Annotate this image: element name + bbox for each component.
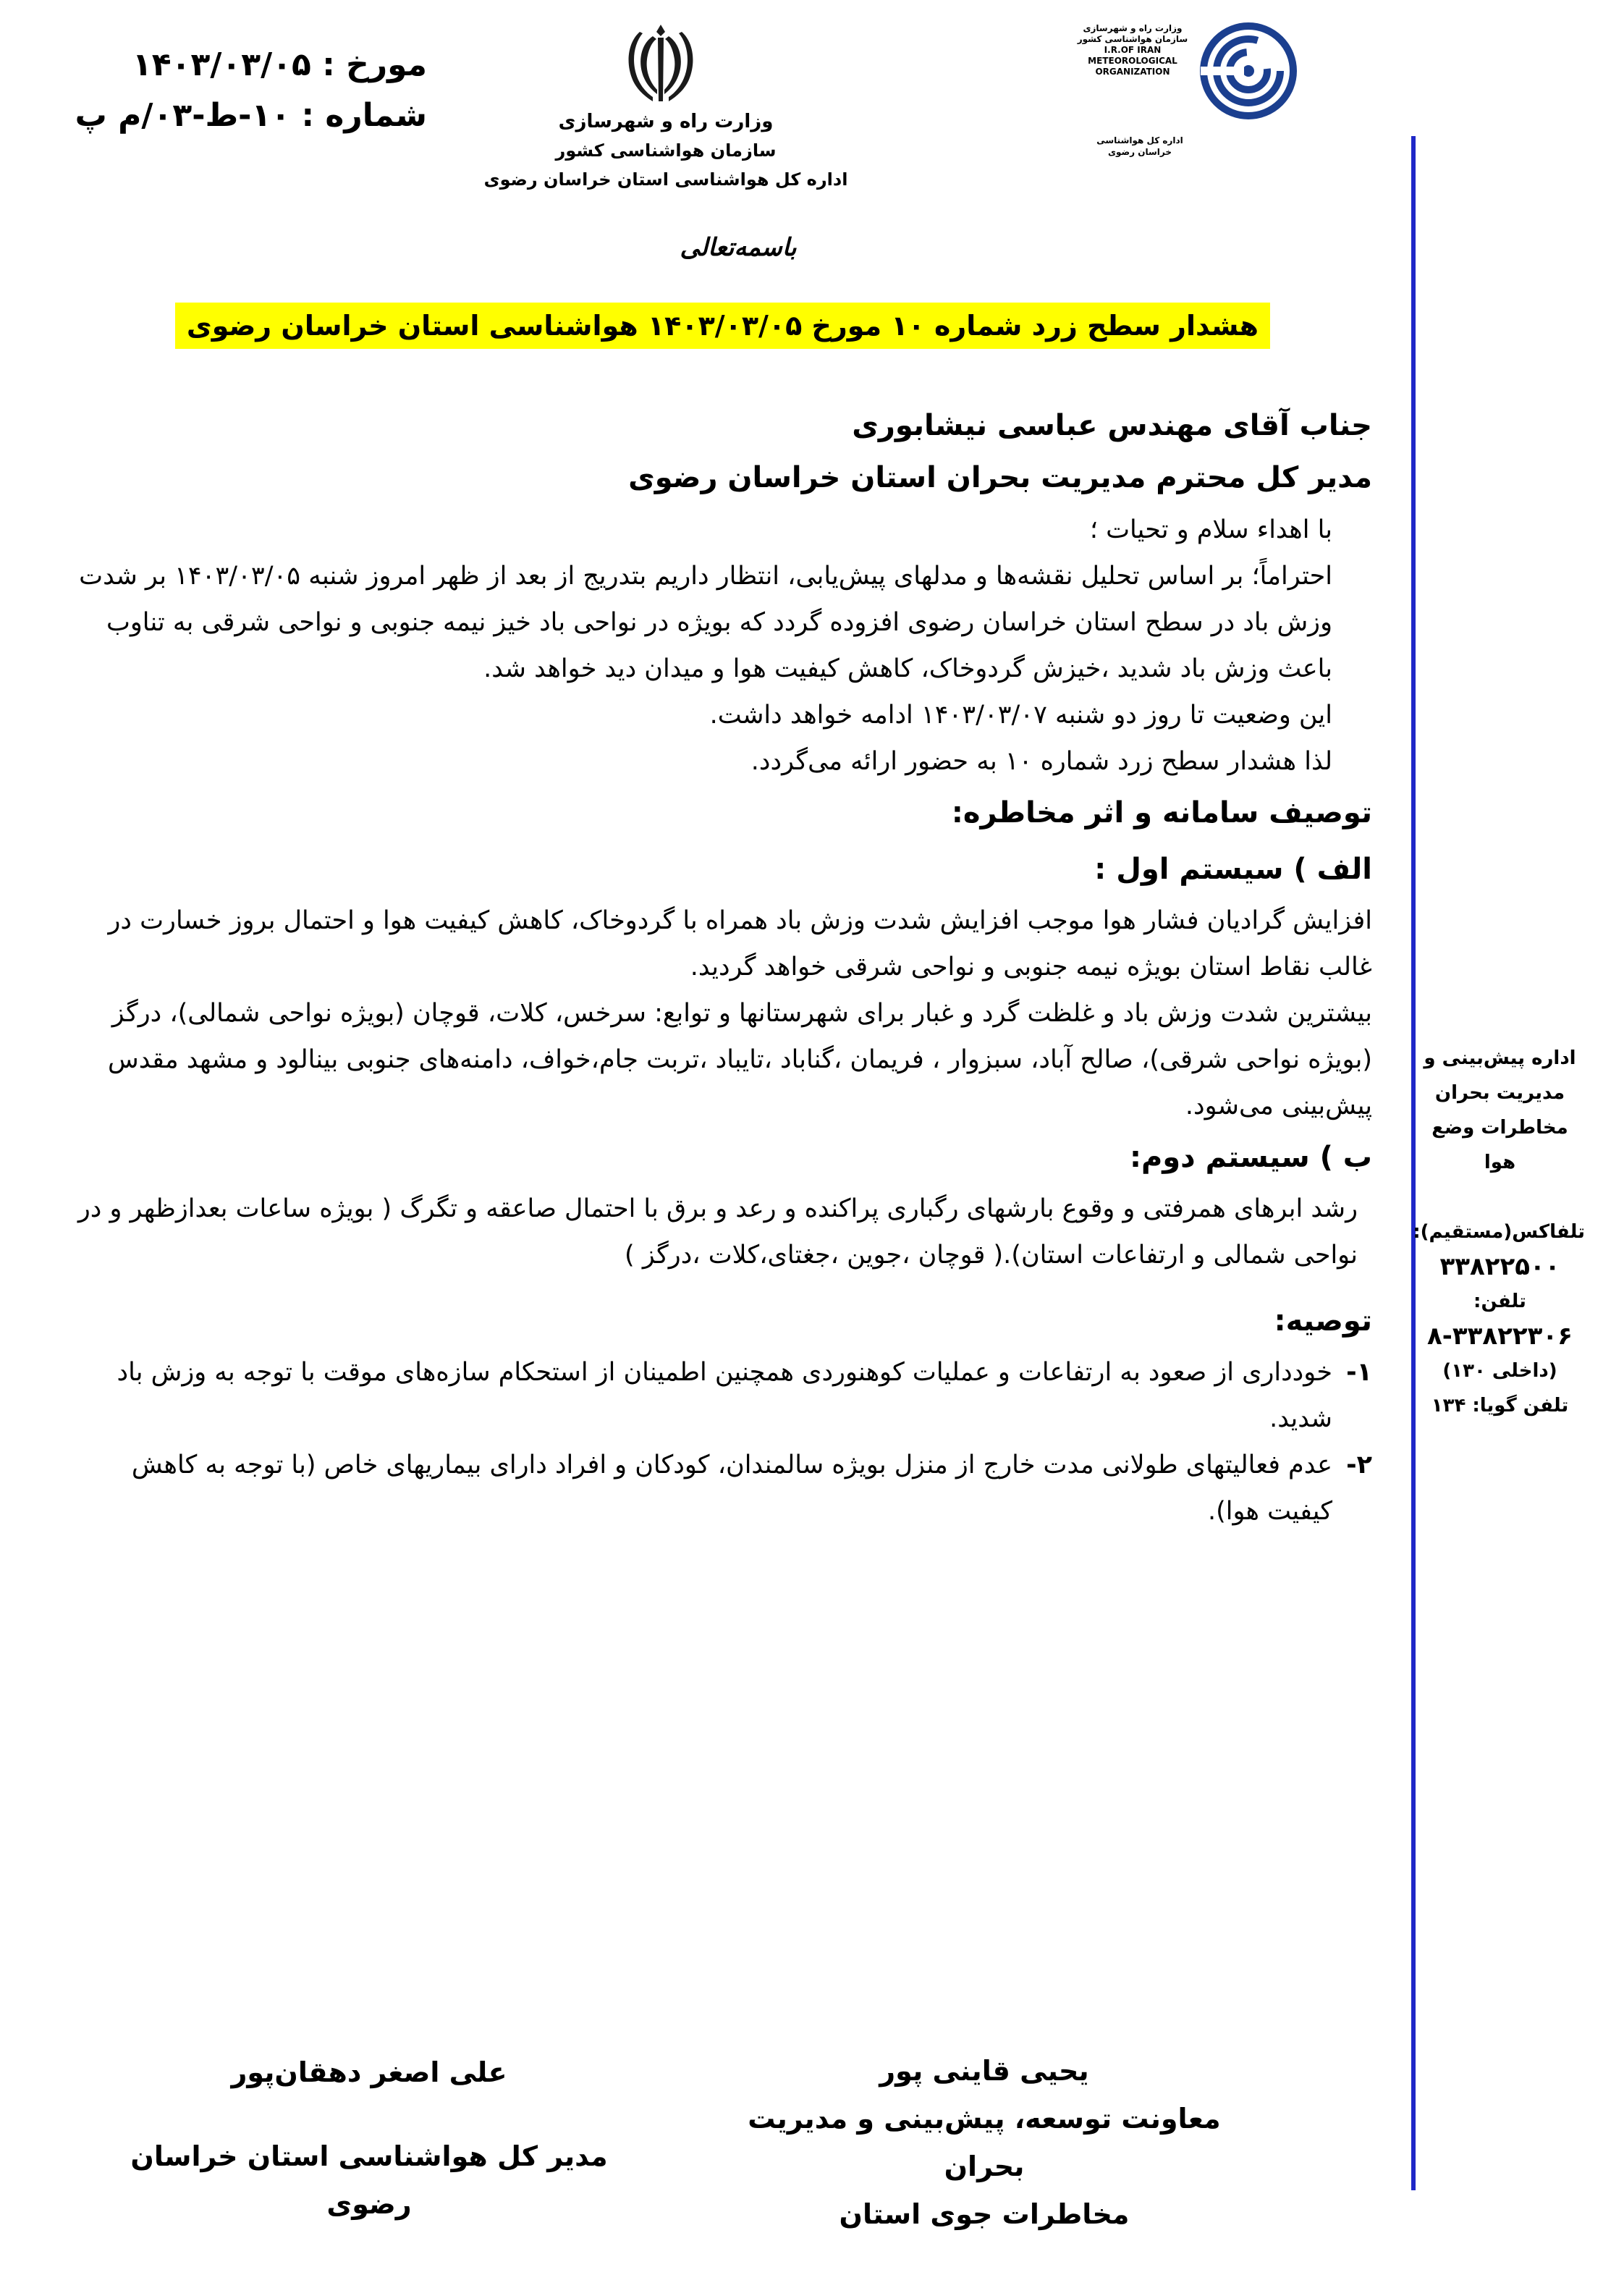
recipient-name: جناب آقای مهندس عباسی نیشابوری <box>852 409 1372 442</box>
recipient-title: مدیر کل محترم مدیریت بحران استان خراسان رضوی <box>628 461 1372 494</box>
iran-emblem-icon <box>621 20 701 106</box>
system1-paragraph: افزایش گرادیان فشار هوا موجب افزایش شدت وزش باد همراه با گردوخاک، کاهش کیفیت هوا و احتمال بروز خسارت در غالب نقاط استان بویژه نیمه جنوبی و نواحی شرقی خواهد گردید. <box>108 906 1372 982</box>
section-heading: توصیف سامانه و اثر مخاطره: <box>951 796 1372 829</box>
fax-number: ۳۳۸۲۲۵۰۰ <box>1439 1252 1560 1281</box>
organization-line: سازمان هواشناسی کشور <box>555 140 777 161</box>
system2-paragraph: رشد ابرهای همرفتی و وقوع بارشهای رگباری پراکنده و رعد و برق با احتمال صاعقه و تگرگ ( بویژه ساعات بعدازظهر و در نواحی شمالی و ارتفاعات استان).( قوچان ،جوین ،جغتای،کلات ،درگز ) <box>77 1194 1358 1270</box>
phone-number: ۸-۳۳۸۲۲۳۰۶ <box>1427 1322 1573 1351</box>
signer-title: معاونت توسعه، پیش‌بینی و مدیریت بحران <box>748 2103 1221 2182</box>
paragraph-warning: لذا هشدار سطح زرد شماره ۱۰ به حضور ارائه می‌گردد. <box>750 747 1332 776</box>
recommendation-text: خودداری از صعود به ارتفاعات و عملیات کوهنوردی همچنین اطمینان از استحکام سازه‌های موقت با توجه به وزش باد شدید. <box>117 1358 1332 1433</box>
signer-title: مدیر کل هواشناسی استان خراسان رضوی <box>130 2140 608 2220</box>
dept-line: مخاطرات وضع <box>1431 1117 1568 1139</box>
dept-line: هوا <box>1484 1152 1516 1173</box>
ministry-line: وزارت راه و شهرسازی <box>558 111 774 132</box>
signer-name: یحیی قاینی پور <box>879 2055 1089 2087</box>
dept-line: اداره پیش‌بینی و <box>1424 1047 1576 1069</box>
meteorological-organization-logo <box>1075 20 1299 180</box>
recommendation-number: ۲- <box>1346 1451 1372 1479</box>
swirl-logo-icon <box>1198 20 1299 122</box>
paragraph-intro: احتراماً؛ بر اساس تحلیل نقشه‌ها و مدلهای پیش‌یابی، انتظار داریم بتدریج از بعد از ظهر امروز شنبه ۱۴۰۳/۰۳/۰۵ بر شدت وزش باد در سطح استان خراسان رضوی افزوده گردد که بویژه در نواحی باد خیز نیمه جنوبی و نواحی شرقی به تناوب باعث وزش باد شدید ،خیزش گردوخاک، کاهش کیفیت هوا و میدان دید خواهد شد. <box>79 562 1332 683</box>
paragraph-duration: این وضعیت تا روز دو شنبه ۱۴۰۳/۰۳/۰۷ ادامه خواهد داشت. <box>709 701 1332 730</box>
phone-label: تلفن: <box>1473 1291 1526 1312</box>
logo-subcaption: اداره کل هواشناسی خراسان رضوی <box>1096 135 1183 157</box>
letter-body <box>64 400 1372 1535</box>
office-line: اداره کل هواشناسی استان خراسان رضوی <box>483 169 848 190</box>
sidebar-contact <box>1415 1041 1585 1423</box>
warning-title-wrap <box>156 303 1270 349</box>
letter-number: شماره : ۱۰-ط-۰۳/م پ <box>75 97 427 134</box>
signer-title: مخاطرات جوی استان <box>839 2198 1130 2230</box>
phone-extension: (داخلی ۱۳۰) <box>1442 1360 1557 1382</box>
recommendation-text: عدم فعالیتهای طولانی مدت خارج از منزل بویژه سالمندان، کودکان و افراد دارای بیماریهای خاص (با توجه به کاهش کیفیت هوا). <box>131 1451 1332 1526</box>
warning-title: هشدار سطح زرد شماره ۱۰ مورخ ۱۴۰۳/۰۳/۰۵ هواشناسی استان خراسان رضوی <box>175 303 1270 349</box>
signature-director <box>109 2048 630 2228</box>
basmala: باسمه‌تعالی <box>680 233 797 262</box>
recommendation-item <box>64 1349 1372 1442</box>
greeting: با اهداء سلام و تحیات ؛ <box>1089 515 1332 544</box>
talking-phone: تلفن گویا: ۱۳۴ <box>1431 1395 1569 1417</box>
fax-label: تلفاکس(مستقیم): <box>1413 1221 1585 1243</box>
system2-heading: ب ) سیستم دوم: <box>1129 1141 1372 1174</box>
system1-heading: الف ) سیستم اول : <box>1094 853 1372 886</box>
letter-meta <box>75 40 427 141</box>
recommendation-item <box>64 1442 1372 1535</box>
signature-deputy <box>731 2047 1238 2238</box>
recommendation-heading: توصیه: <box>1274 1304 1372 1338</box>
signer-name: علی اصغر دهقان‌پور <box>231 2056 507 2088</box>
system1-areas-paragraph: بیشترین شدت وزش باد و غلظت گرد و غبار برای شهرستانها و توابع: سرخس، کلات، قوچان (بویژه نواحی شمالی)، درگز (بویژه نواحی شرقی)، صالح آباد، سبزوار ، فریمان ،گناباد ،تایباد ،تربت جام،خواف، دامنه‌های جنوبی بینالود و مشهد مقدس پیش‌بینی می‌شود. <box>108 999 1372 1120</box>
letter-date: مورخ : ۱۴۰۳/۰۳/۰۵ <box>132 46 427 83</box>
logo-caption: وزارت راه و شهرسازی سازمان هواشناسی کشور I.R.OF IRAN METEOROLOGICAL ORGANIZATION <box>1077 23 1188 77</box>
ministry-header <box>478 107 854 194</box>
recommendation-number: ۱- <box>1346 1358 1372 1387</box>
dept-line: مدیریت بحران <box>1434 1082 1565 1104</box>
